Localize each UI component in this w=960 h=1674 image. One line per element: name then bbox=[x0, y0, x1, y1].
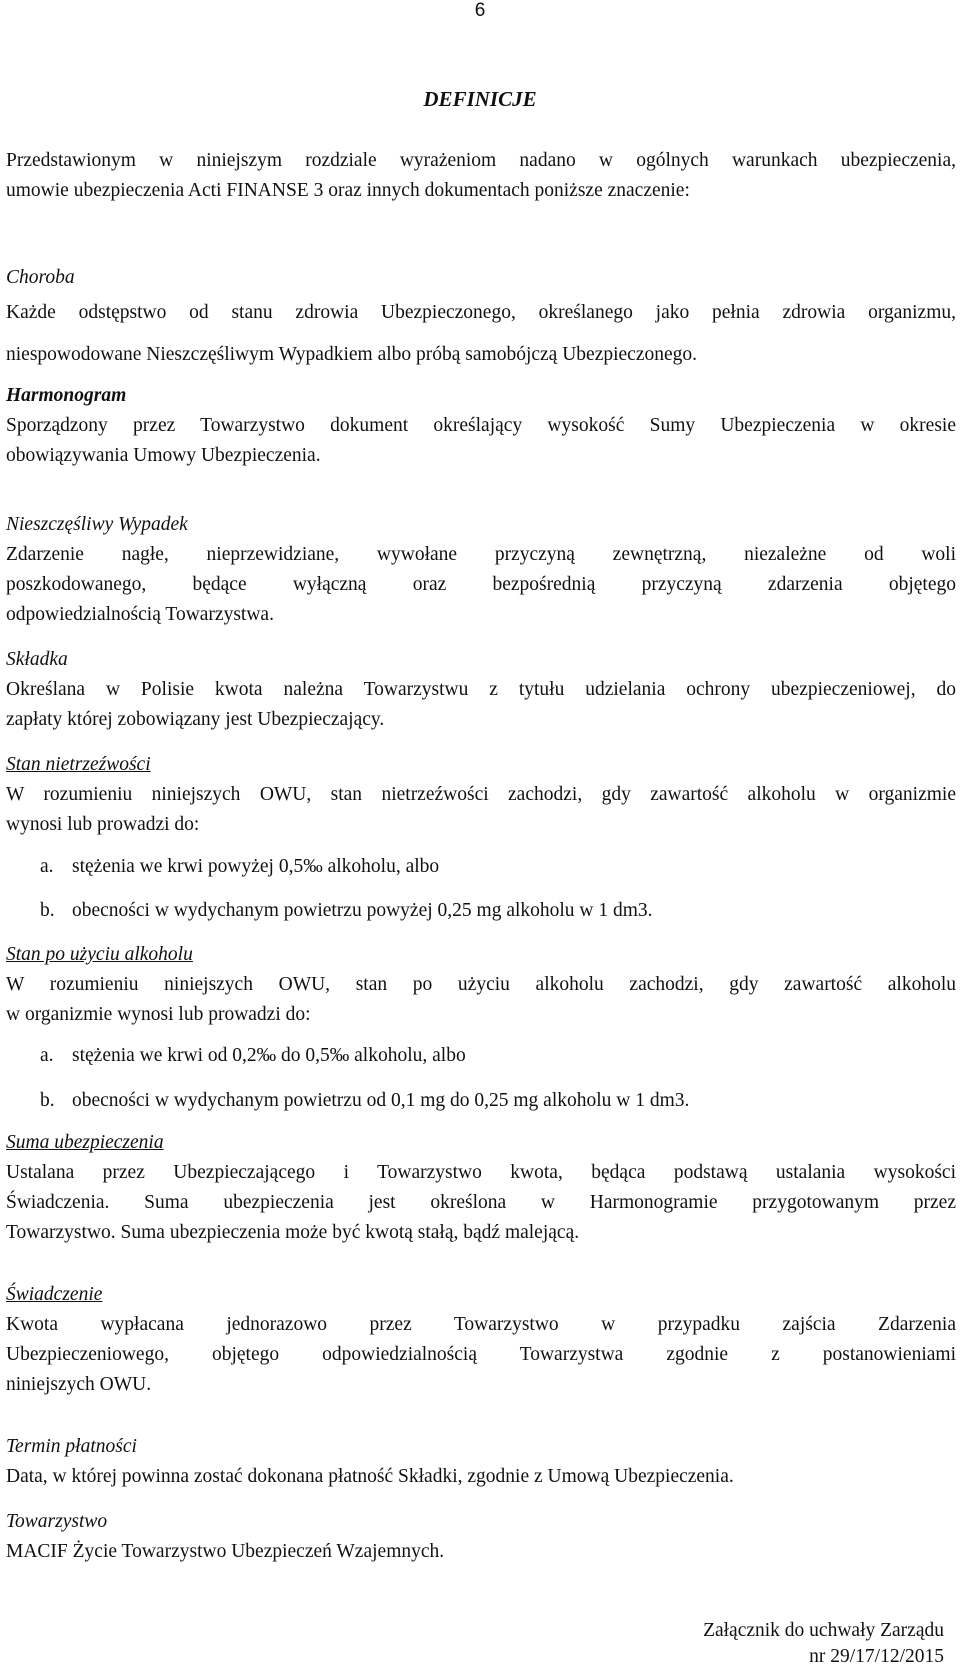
list-item-label: b. bbox=[40, 1090, 55, 1111]
intro-paragraph bbox=[6, 146, 956, 206]
definition-line: odpowiedzialnością Towarzystwa. bbox=[6, 604, 274, 625]
list-item-text: obecności w wydychanym powietrzu powyżej 0,25 mg alkoholu w 1 dm3. bbox=[72, 900, 653, 921]
footer-note bbox=[644, 1618, 944, 1670]
definition-line: zapłaty której zobowiązany jest Ubezpieczający. bbox=[6, 709, 385, 730]
definition-swiadczenie bbox=[6, 1280, 956, 1400]
definition-towarzystwo bbox=[6, 1507, 956, 1567]
definition-term: Stan nietrzeźwości bbox=[6, 754, 151, 775]
definition-term: Nieszczęśliwy Wypadek bbox=[6, 514, 188, 535]
definition-term: Termin płatności bbox=[6, 1436, 137, 1457]
list-item-label: a. bbox=[40, 856, 54, 877]
definition-line: wynosi lub prowadzi do: bbox=[6, 814, 200, 835]
definition-term: Składka bbox=[6, 649, 68, 670]
page-title: DEFINICJE bbox=[423, 87, 537, 111]
definition-line: Ubezpieczeniowego, objętego odpowiedzialnością Towarzystwa zgodnie z postanowieniami bbox=[6, 1344, 956, 1365]
definition-term: Towarzystwo bbox=[6, 1511, 108, 1532]
intro-line: umowie ubezpieczenia Acti FINANSE 3 oraz innych dokumentach poniższe znaczenie: bbox=[6, 180, 690, 201]
intro-line: Przedstawionym w niniejszym rozdziale wyrażeniom nadano w ogólnych warunkach ubezpieczenia, bbox=[6, 150, 956, 171]
definition-line: Sporządzony przez Towarzystwo dokument określający wysokość Sumy Ubezpieczenia w okresie bbox=[6, 415, 956, 436]
footer-line: nr 29/17/12/2015 bbox=[809, 1646, 944, 1667]
definition-line: Określana w Polisie kwota należna Towarzystwu z tytułu udzielania ochrony ubezpieczeniowej, do bbox=[6, 679, 956, 700]
list-item-label: b. bbox=[40, 900, 55, 921]
definition-termin bbox=[6, 1432, 956, 1492]
list-item bbox=[40, 856, 439, 878]
footer-line: Załącznik do uchwały Zarządu bbox=[703, 1620, 944, 1641]
definition-line: W rozumieniu niniejszych OWU, stan nietrzeźwości zachodzi, gdy zawartość alkoholu w organizmie bbox=[6, 784, 956, 805]
list-item-label: a. bbox=[40, 1045, 54, 1066]
definition-term: Suma ubezpieczenia bbox=[6, 1132, 164, 1153]
definition-suma bbox=[6, 1128, 956, 1248]
definition-line: Towarzystwo. Suma ubezpieczenia może być kwotą stałą, bądź malejącą. bbox=[6, 1222, 580, 1243]
definition-line: Kwota wypłacana jednorazowo przez Towarzystwo w przypadku zajścia Zdarzenia bbox=[6, 1314, 956, 1335]
definition-term: Stan po użyciu alkoholu bbox=[6, 944, 193, 965]
definition-line: Ustalana przez Ubezpieczającego i Towarzystwo kwota, będąca podstawą ustalania wysokości bbox=[6, 1162, 956, 1183]
definition-line: MACIF Życie Towarzystwo Ubezpieczeń Wzajemnych. bbox=[6, 1541, 445, 1562]
definition-line: Zdarzenie nagłe, nieprzewidziane, wywołane przyczyną zewnętrzną, niezależne od woli bbox=[6, 544, 956, 565]
definition-alkohol bbox=[6, 940, 956, 1030]
definition-line: w organizmie wynosi lub prowadzi do: bbox=[6, 1004, 311, 1025]
definition-line: Każde odstępstwo od stanu zdrowia Ubezpieczonego, określanego jako pełnia zdrowia organizmu, bbox=[6, 302, 956, 323]
definition-line: W rozumieniu niniejszych OWU, stan po użyciu alkoholu zachodzi, gdy zawartość alkoholu bbox=[6, 974, 956, 995]
definition-line: obowiązywania Umowy Ubezpieczenia. bbox=[6, 445, 321, 466]
list-item-text: obecności w wydychanym powietrzu od 0,1 mg do 0,25 mg alkoholu w 1 dm3. bbox=[72, 1090, 690, 1111]
definition-skladka bbox=[6, 645, 956, 735]
definition-line: poszkodowanego, będące wyłączną oraz bezpośrednią przyczyną zdarzenia objętego bbox=[6, 574, 956, 595]
definition-harmonogram bbox=[6, 381, 956, 471]
definition-term: Choroba bbox=[6, 267, 75, 288]
definition-choroba bbox=[6, 263, 956, 377]
list-item-text: stężenia we krwi od 0,2‰ do 0,5‰ alkoholu, albo bbox=[72, 1045, 466, 1066]
list-item bbox=[40, 900, 653, 922]
definition-line: niniejszych OWU. bbox=[6, 1374, 152, 1395]
page-number: 6 bbox=[474, 0, 486, 21]
definition-term: Świadczenie bbox=[6, 1284, 103, 1305]
definition-line: niespowodowane Nieszczęśliwym Wypadkiem albo próbą samobójczą Ubezpieczonego. bbox=[6, 344, 698, 365]
definition-term: Harmonogram bbox=[6, 385, 127, 406]
list-item bbox=[40, 1090, 689, 1112]
definition-nietrzezwosc bbox=[6, 750, 956, 840]
definition-wypadek bbox=[6, 510, 956, 630]
definition-line: Data, w której powinna zostać dokonana płatność Składki, zgodnie z Umową Ubezpieczenia. bbox=[6, 1466, 734, 1487]
definition-line: Świadczenia. Suma ubezpieczenia jest określona w Harmonogramie przygotowanym przez bbox=[6, 1192, 956, 1213]
list-item bbox=[40, 1045, 466, 1067]
list-item-text: stężenia we krwi powyżej 0,5‰ alkoholu, albo bbox=[72, 856, 440, 877]
